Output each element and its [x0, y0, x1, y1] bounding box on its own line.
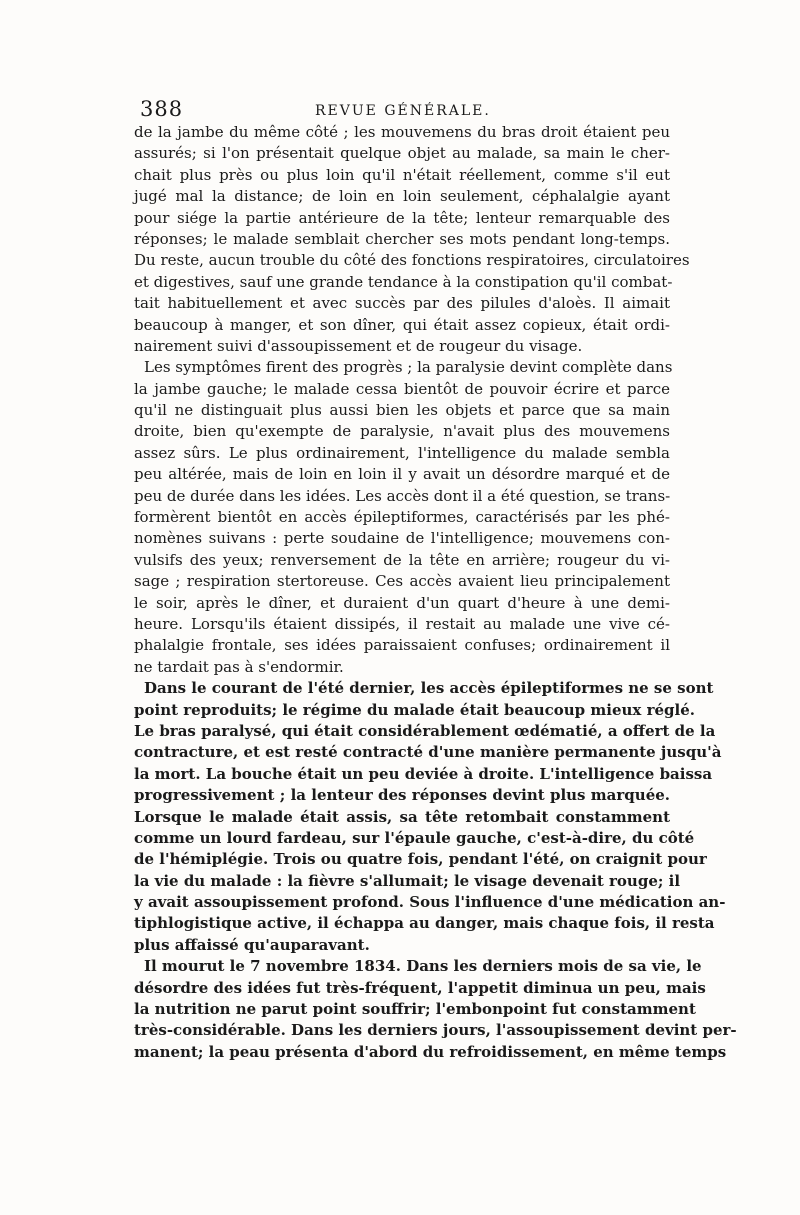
text-line: progressivement ; la lenteur des réponses devint plus marquée. — [134, 786, 670, 805]
text-line: tait habituellement et avec succès par des pilules d'aloès. Il aimait — [134, 294, 670, 313]
paragraph-3 — [134, 678, 726, 956]
text-line: comme un lourd fardeau, sur l'épaule gauche, c'est-à-dire, du côté — [134, 828, 695, 847]
text-line: y avait assoupissement profond. Sous l'influence d'une médication an- — [134, 893, 726, 912]
text-line: heure. Lorsqu'ils étaient dissipés, il restait au malade une vive cé- — [134, 614, 670, 633]
text-line: de la jambe du même côté ; les mouvemens du bras droit étaient peu — [134, 123, 670, 141]
text-line: sage ; respiration stertoreuse. Ces accès avaient lieu principalement — [134, 572, 670, 591]
text-line: Les symptômes firent des progrès ; la paralysie devint complète dans — [144, 358, 673, 377]
text-line: pour siége la partie antérieure de la tête; lenteur remarquable des — [134, 208, 670, 227]
text-line: assurés; si l'on présentait quelque objet au malade, sa main le cher- — [134, 144, 670, 163]
text-line: la vie du malade : la fièvre s'allumait; le visage devenait rouge; il — [134, 871, 681, 890]
text-line: réponses; le malade semblait chercher ses mots pendant long-temps. — [134, 229, 670, 248]
text-line: qu'il ne distinguait plus aussi bien les objets et parce que sa main — [134, 401, 670, 420]
running-head: REVUE GÉNÉRALE. — [315, 103, 491, 119]
paragraph-2 — [134, 357, 673, 678]
text-line: assez sûrs. Le plus ordinairement, l'intelligence du malade sembla — [134, 443, 670, 462]
page-number: 388 — [140, 97, 184, 121]
text-line: jugé mal la distance; de loin en loin seulement, céphalalgie ayant — [134, 187, 670, 206]
body-text — [134, 122, 737, 1063]
text-line: Du reste, aucun trouble du côté des fonctions respiratoires, circulatoires — [134, 251, 690, 270]
paragraph-1 — [134, 122, 690, 357]
text-line: Le bras paralysé, qui était considérablement œdématié, a offert de la — [134, 721, 716, 740]
text-line: Il mourut le 7 novembre 1834. Dans les derniers mois de sa vie, le — [144, 957, 702, 976]
text-line: la nutrition ne parut point souffrir; l'embonpoint fut constamment — [134, 1000, 696, 1019]
text-line: la mort. La bouche était un peu deviée à droite. L'intelligence baissa — [134, 764, 713, 783]
text-line: manent; la peau présenta d'abord du refroidissement, en même temps — [134, 1042, 727, 1061]
text-line: formèrent bientôt en accès épileptiformes, caractérisés par les phé- — [134, 508, 670, 527]
text-line: le soir, après le dîner, et duraient d'un quart d'heure à une demi- — [134, 593, 670, 612]
text-line: la jambe gauche; le malade cessa bientôt de pouvoir écrire et parce — [134, 379, 670, 398]
text-line: vulsifs des yeux; renversement de la tête en arrière; rougeur du vi- — [134, 550, 670, 569]
text-line: et digestives, sauf une grande tendance à la constipation qu'il combat- — [134, 272, 673, 291]
text-line: très-considérable. Dans les derniers jours, l'assoupissement devint per- — [134, 1021, 737, 1040]
text-line: plus affaissé qu'auparavant. — [134, 935, 370, 954]
text-line: Dans le courant de l'été dernier, les accès épileptiformes ne se sont — [144, 679, 714, 698]
text-line: peu altérée, mais de loin en loin il y avait un désordre marqué et de — [134, 465, 670, 484]
text-line: tiphlogistique active, il échappa au danger, mais chaque fois, il resta — [134, 914, 715, 933]
text-line: phalalgie frontale, ses idées paraissaient confuses; ordinairement il — [134, 636, 670, 655]
page-header — [140, 96, 670, 122]
text-line: de l'hémiplégie. Trois ou quatre fois, pendant l'été, on craignit pour — [134, 850, 707, 869]
text-line: droite, bien qu'exempte de paralysie, n'avait plus des mouvemens — [134, 422, 670, 441]
paragraph-4 — [134, 956, 737, 1063]
text-line: Lorsque le malade était assis, sa tête retombait constamment — [134, 807, 670, 826]
text-line: nairement suivi d'assoupissement et de rougeur du visage. — [134, 336, 583, 355]
text-line: peu de durée dans les idées. Les accès dont il a été question, se trans- — [134, 486, 671, 505]
text-line: chait plus près ou plus loin qu'il n'était réellement, comme s'il eut — [134, 165, 670, 184]
text-line: nomènes suivans : perte soudaine de l'intelligence; mouvemens con- — [134, 529, 670, 548]
text-line: ne tardait pas à s'endormir. — [134, 657, 344, 676]
text-line: désordre des idées fut très-fréquent, l'appetit diminua un peu, mais — [134, 978, 706, 997]
text-line: point reproduits; le régime du malade était beaucoup mieux réglé. — [134, 700, 695, 719]
text-line: contracture, et est resté contracté d'une manière permanente jusqu'à — [134, 743, 722, 762]
text-line: beaucoup à manger, et son dîner, qui était assez copieux, était ordi- — [134, 315, 670, 334]
